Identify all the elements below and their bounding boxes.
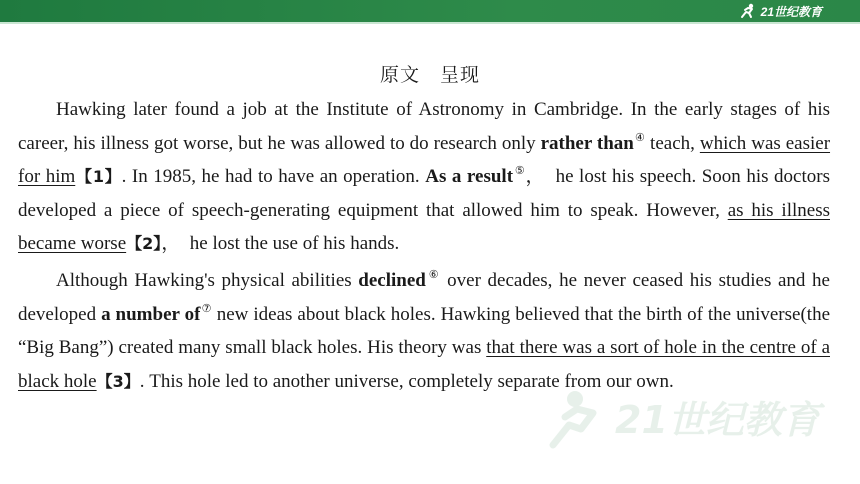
watermark-text: 21世纪教育 (615, 398, 820, 442)
section-title: 原文 呈现 (379, 64, 480, 86)
p2-text-1: Although Hawking's physical abilities (56, 270, 359, 291)
p2-text-4: . This hole led to another universe, completely separate from our own. (139, 370, 674, 392)
blank-marker-1: 【1】 (75, 167, 122, 186)
word-declined: declined (358, 270, 426, 291)
paragraph-1 (18, 93, 830, 261)
phrase-rather-than: rather than (540, 132, 634, 154)
p1-text-2: teach, (645, 132, 700, 154)
brand-logo (739, 2, 822, 20)
p1-text-5: ， he lost the use of his hands. (161, 233, 400, 254)
p1-text-1: Hawking later found a job at the Institute of Astronomy in Cambridge. In the early stages of his career, his illness got worse, but he was allowed to do research only (18, 99, 830, 154)
phrase-a-number-of: a number of (101, 303, 201, 325)
blank-marker-3: 【3】 (96, 371, 140, 391)
note-marker-5: ⑤ (514, 165, 526, 177)
header-stripe (0, 22, 860, 24)
blank-marker-2: 【2】 (126, 234, 162, 253)
runner-icon (739, 3, 757, 19)
underlined-clause-1: which was easier for him (18, 132, 831, 187)
paragraph-2 (18, 264, 830, 398)
p2-text-3: new ideas about black holes. Hawking believed that the birth of the universe(the “Big Bang”) created many small black holes. His theory was (18, 303, 831, 358)
brand-logo-text: 21世纪教育 (760, 4, 822, 19)
underlined-clause-3: that there was a sort of hole in the centre of a black hole (18, 337, 830, 392)
header-bar (0, 0, 860, 22)
p1-text-4: ， he lost his speech. Soon his doctors developed a piece of speech-generating equipment that allowed him to speak. However, (18, 166, 830, 221)
note-marker-7: ⑦ (201, 302, 212, 315)
underlined-clause-2: as his illness became worse (18, 199, 830, 254)
p1-text-3: . In 1985, he had to have an operation. (121, 166, 426, 187)
p2-text-2: over decades, he never ceased his studies and he developed (18, 270, 830, 325)
phrase-as-a-result: As a result (425, 166, 514, 187)
note-marker-4: ④ (634, 131, 646, 144)
note-marker-6: ⑥ (426, 269, 441, 281)
